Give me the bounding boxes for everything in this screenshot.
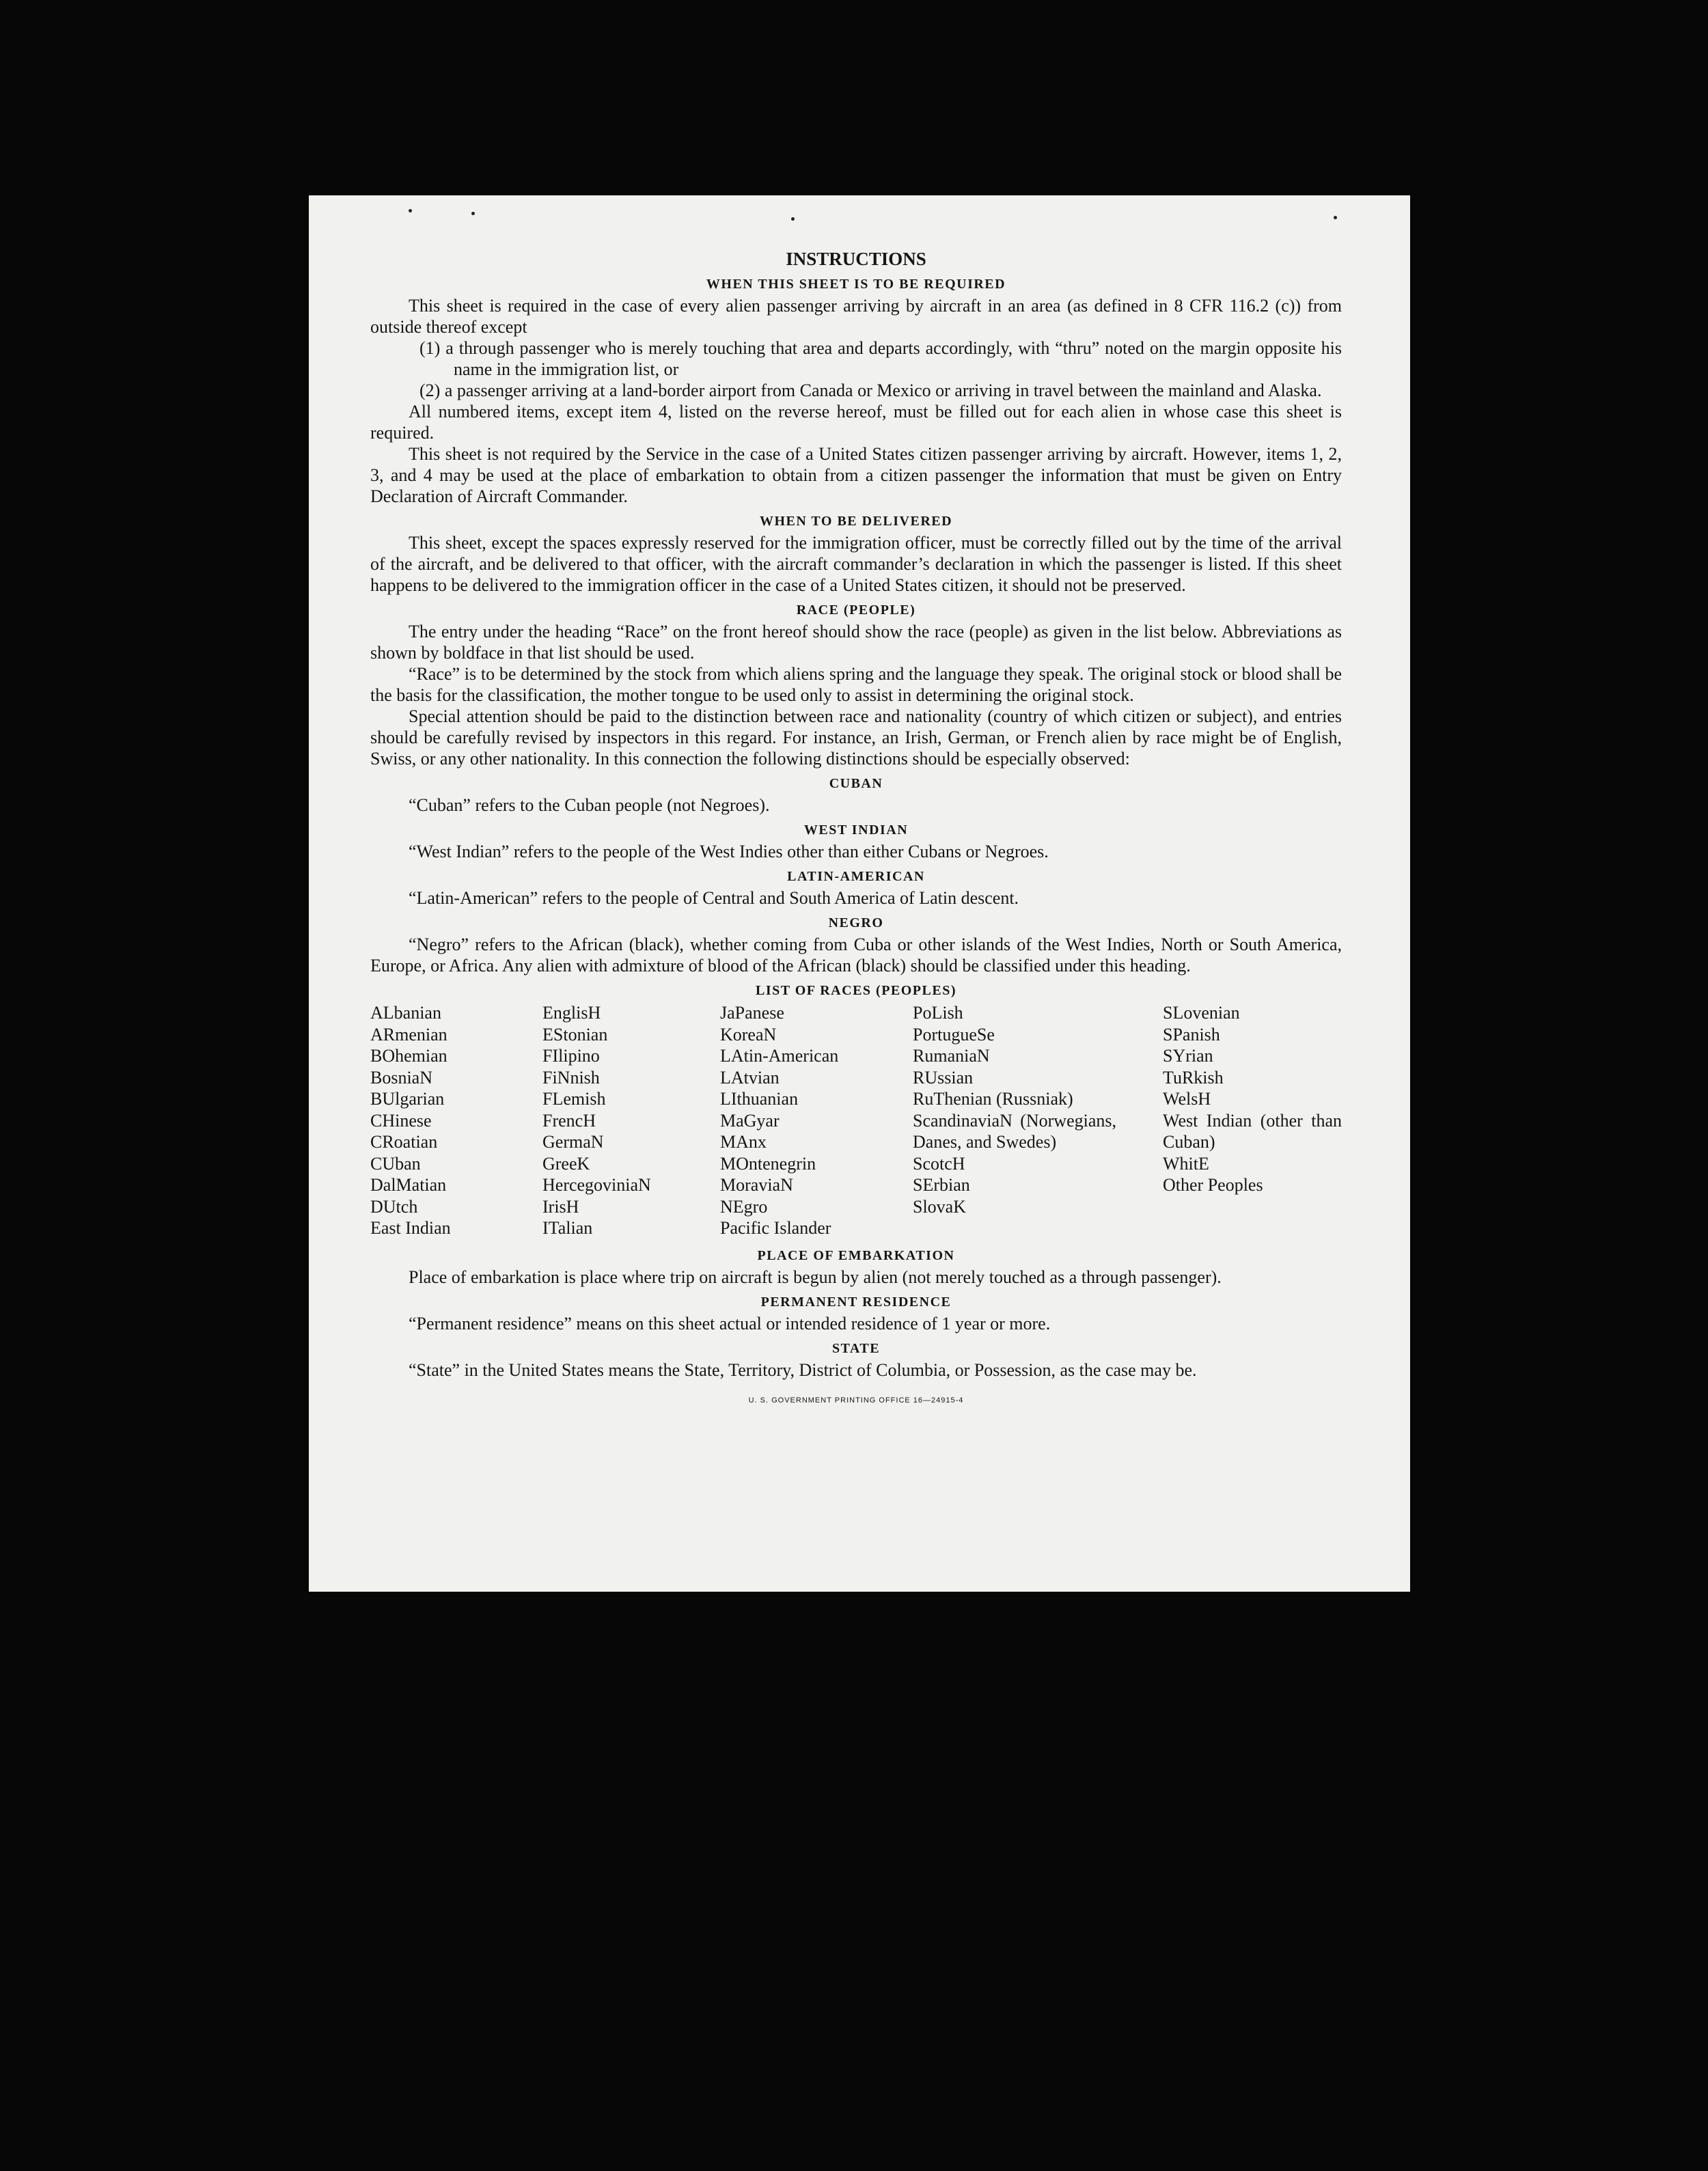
speck-mark bbox=[791, 217, 795, 221]
race-item: SErbian bbox=[913, 1175, 970, 1195]
paragraph: “Race” is to be determined by the stock from which aliens spring and the language they speak. The original stock or blood shall be the basis for the classification, the mother tongue to be used only to assist in determining the original stock. bbox=[370, 664, 1342, 705]
heading-list-of-races: LIST OF RACES (PEOPLES) bbox=[755, 983, 956, 998]
race-item: RUssian bbox=[913, 1067, 974, 1088]
paragraph: Place of embarkation is place where trip on aircraft is begun by alien (not merely touched as a through passenger). bbox=[409, 1267, 1222, 1287]
race-item: FrencH bbox=[542, 1110, 596, 1131]
race-item: FIlipino bbox=[542, 1046, 600, 1066]
heading-negro: NEGRO bbox=[828, 915, 884, 930]
speck-mark bbox=[409, 209, 412, 212]
heading-permanent-residence: PERMANENT RESIDENCE bbox=[760, 1295, 952, 1310]
race-item: GermaN bbox=[542, 1132, 604, 1152]
race-item: FLemish bbox=[542, 1089, 606, 1109]
race-item: EStonian bbox=[542, 1024, 608, 1045]
race-item: KoreaN bbox=[720, 1024, 777, 1045]
race-item: ARmenian bbox=[370, 1024, 447, 1045]
race-item: DalMatian bbox=[370, 1175, 447, 1195]
races-column bbox=[720, 1002, 898, 1239]
document-page bbox=[309, 195, 1410, 1592]
race-item: CHinese bbox=[370, 1110, 432, 1131]
race-item: SYrian bbox=[1163, 1046, 1213, 1066]
race-item: BOhemian bbox=[370, 1046, 447, 1066]
race-item: ALbanian bbox=[370, 1003, 441, 1023]
paragraph: This sheet is not required by the Service in the case of a United States citizen passenger arriving by aircraft. However, items 1, 2, 3, and 4 may be used at the place of embarkation to obtain from a citizen passenger the information that must be given on Entry Declaration of Aircraft Commander. bbox=[370, 444, 1342, 506]
paragraph: All numbered items, except item 4, listed on the reverse hereof, must be filled out for each alien in whose case this sheet is required. bbox=[370, 402, 1342, 443]
heading-when-delivered: WHEN TO BE DELIVERED bbox=[759, 514, 953, 529]
paragraph: This sheet is required in the case of every alien passenger arriving by aircraft in an area (as defined in 8 CFR 116.2 (c)) from outside thereof except bbox=[370, 296, 1342, 337]
heading-when-required: WHEN THIS SHEET IS TO BE REQUIRED bbox=[706, 277, 1006, 292]
heading-state: STATE bbox=[831, 1341, 881, 1356]
race-item: LIthuanian bbox=[720, 1089, 799, 1109]
races-column bbox=[370, 1002, 527, 1239]
race-item: IrisH bbox=[542, 1196, 579, 1217]
race-item: WhitE bbox=[1163, 1153, 1209, 1174]
paragraph: “Negro” refers to the African (black), whether coming from Cuba or other islands of the West Indies, North or South America, Europe, or Africa. Any alien with admixture of blood of the African (black) should be classified under this heading. bbox=[370, 935, 1342, 976]
race-item: MaGyar bbox=[720, 1110, 780, 1131]
paragraph: “State” in the United States means the State, Territory, District of Columbia, or Possession, as the case may be. bbox=[409, 1360, 1197, 1380]
race-item: West Indian (other than Cuban) bbox=[1163, 1110, 1342, 1152]
heading-race: RACE (PEOPLE) bbox=[796, 603, 916, 618]
paragraph: This sheet, except the spaces expressly reserved for the immigration officer, must be correctly filled out by the time of the arrival of the aircraft, and be delivered to that officer, with the aircraft commander’s declaration in which the passenger is listed. If this sheet happens to be delivered to the immigration officer in the case of a United States citizen, it should not be preserved. bbox=[370, 533, 1342, 595]
paragraph: Special attention should be paid to the distinction between race and nationality (country of which citizen or subject), and entries should be carefully revised by inspectors in this regard. For instance, an Irish, German, or French alien by race might be of English, Swiss, or any other nationality. In this connection the following distinctions should be especially observed: bbox=[370, 706, 1342, 769]
heading-west-indian: WEST INDIAN bbox=[803, 822, 909, 838]
paragraph: The entry under the heading “Race” on the front hereof should show the race (people) as given in the list below. Abbreviations as shown by boldface in that list should be used. bbox=[370, 622, 1342, 663]
race-item: NEgro bbox=[720, 1196, 768, 1217]
list-item: (2) a passenger arriving at a land-border airport from Canada or Mexico or arriving in travel between the mainland and Alaska. bbox=[419, 381, 1322, 400]
races-column bbox=[913, 1002, 1116, 1217]
race-item: Pacific Islander bbox=[720, 1218, 831, 1238]
speck-mark bbox=[1334, 216, 1337, 219]
race-item: ScotcH bbox=[913, 1153, 965, 1174]
page-title: INSTRUCTIONS bbox=[786, 249, 926, 269]
heading-place-of-embarkation: PLACE OF EMBARKATION bbox=[757, 1248, 955, 1263]
race-item: SPanish bbox=[1163, 1024, 1220, 1045]
race-item: CUban bbox=[370, 1153, 421, 1174]
race-item: TuRkish bbox=[1163, 1067, 1224, 1088]
race-item: BosniaN bbox=[370, 1067, 432, 1088]
race-item: WelsH bbox=[1163, 1089, 1211, 1109]
race-item: ITalian bbox=[542, 1218, 593, 1238]
race-item: CRoatian bbox=[370, 1132, 438, 1152]
race-item: Other Peoples bbox=[1163, 1175, 1263, 1195]
race-item: SLovenian bbox=[1163, 1003, 1240, 1023]
race-item: PortugueSe bbox=[913, 1024, 995, 1045]
race-item: RuThenian (Russniak) bbox=[913, 1089, 1073, 1109]
race-item: DUtch bbox=[370, 1196, 418, 1217]
paragraph: “West Indian” refers to the people of the West Indies other than either Cubans or Negroes. bbox=[409, 842, 1049, 861]
race-item: BUlgarian bbox=[370, 1089, 445, 1109]
paragraph: “Cuban” refers to the Cuban people (not Negroes). bbox=[409, 795, 770, 815]
race-item: MOntenegrin bbox=[720, 1153, 816, 1174]
printing-office-line: U. S. GOVERNMENT PRINTING OFFICE 16—24915-4 bbox=[748, 1396, 964, 1405]
race-item: RumaniaN bbox=[913, 1046, 990, 1066]
races-column bbox=[1163, 1002, 1342, 1196]
race-item: JaPanese bbox=[720, 1003, 784, 1023]
race-item: HercegoviniaN bbox=[542, 1175, 651, 1195]
paragraph: “Permanent residence” means on this sheet actual or intended residence of 1 year or more. bbox=[409, 1314, 1051, 1333]
list-item: (1) a through passenger who is merely touching that area and departs accordingly, with “thru” noted on the margin opposite his name in the immigration list, or bbox=[419, 338, 1342, 379]
race-item: GreeK bbox=[542, 1153, 590, 1174]
race-item: East Indian bbox=[370, 1218, 451, 1238]
race-item: SlovaK bbox=[913, 1196, 966, 1217]
races-column bbox=[542, 1002, 706, 1239]
races-list bbox=[370, 1002, 1342, 1241]
heading-cuban: CUBAN bbox=[829, 776, 883, 791]
race-item: PoLish bbox=[913, 1003, 963, 1023]
race-item: MoraviaN bbox=[720, 1175, 793, 1195]
race-item: EnglisH bbox=[542, 1003, 601, 1023]
race-item: LAtin-American bbox=[720, 1046, 839, 1066]
race-item: ScandinaviaN (Norwegians, Danes, and Swedes) bbox=[913, 1110, 1116, 1152]
speck-mark bbox=[471, 212, 475, 215]
race-item: FiNnish bbox=[542, 1067, 600, 1088]
race-item: MAnx bbox=[720, 1132, 767, 1152]
heading-latin-american: LATIN-AMERICAN bbox=[787, 869, 925, 884]
paragraph: “Latin-American” refers to the people of Central and South America of Latin descent. bbox=[409, 888, 1019, 908]
race-item: LAtvian bbox=[720, 1067, 780, 1088]
